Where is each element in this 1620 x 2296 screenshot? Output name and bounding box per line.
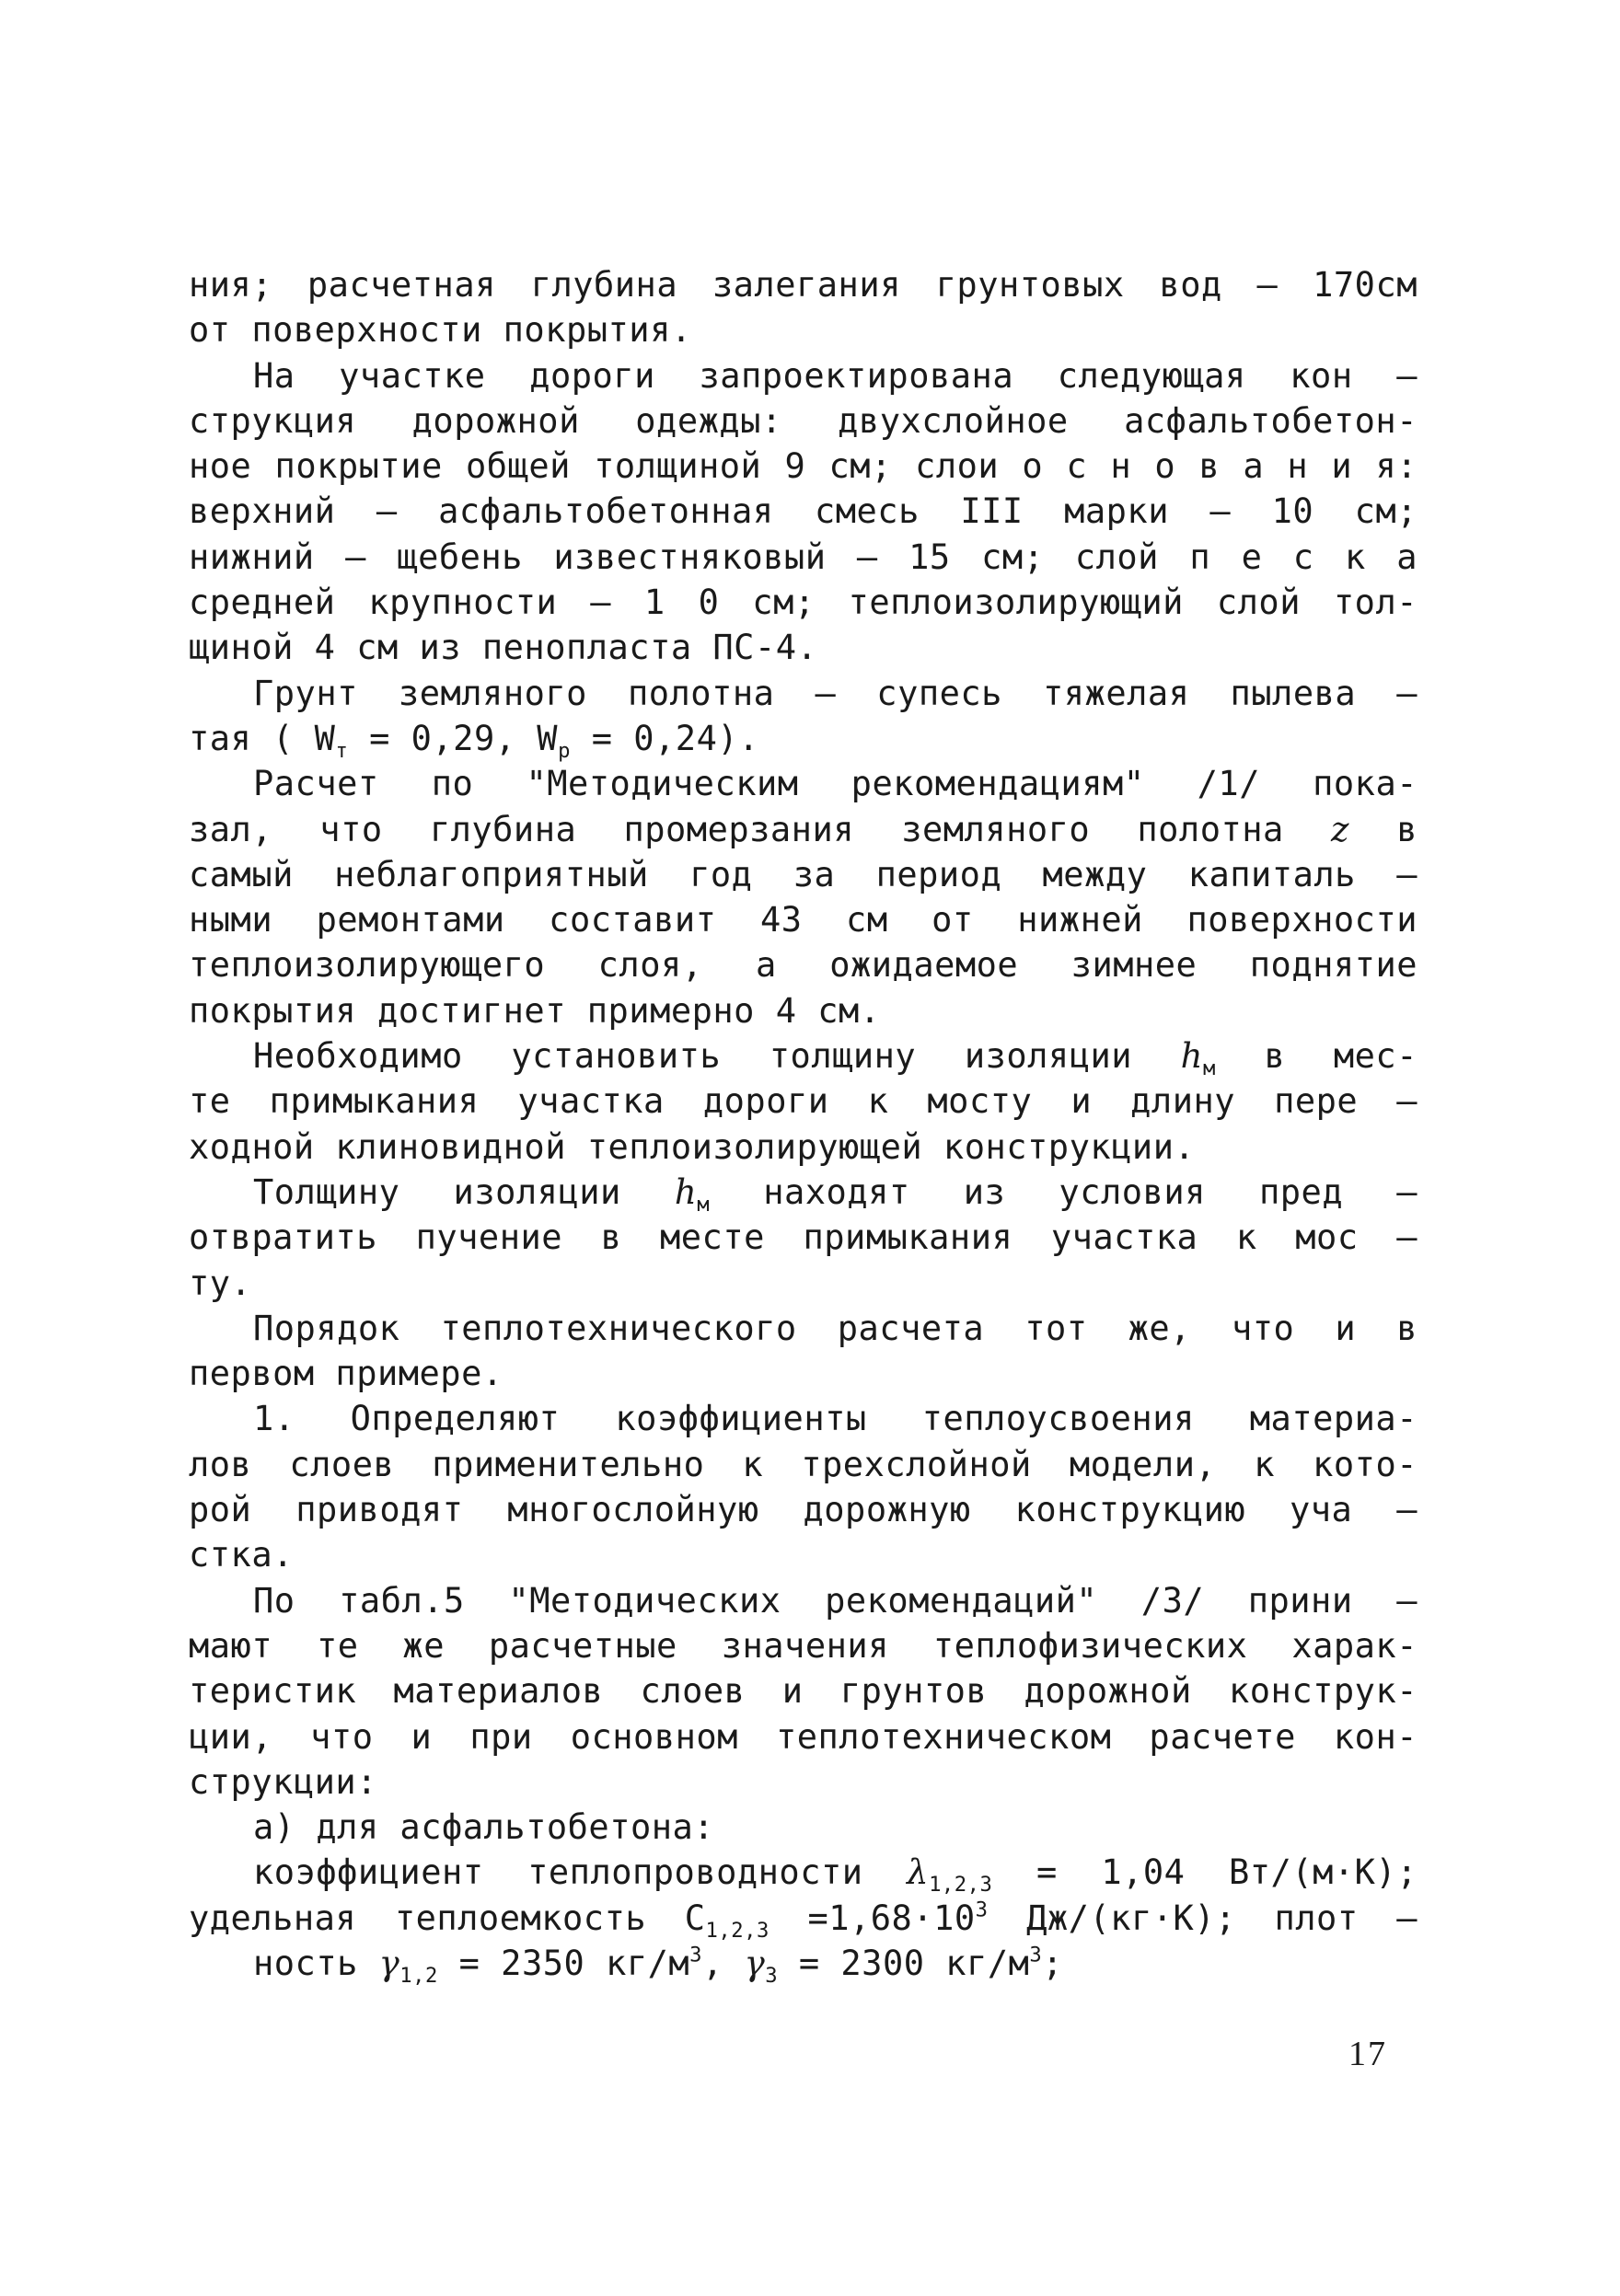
- text-line: Грунт земляного полотна – супесь тяжелая пылева –: [253, 673, 1418, 713]
- text-line: нижний – щебень известняковый – 15 см; слой п е с к а: [189, 537, 1418, 577]
- text-line: теплоизолирующего слоя, а ожидаемое зимнее поднятие: [189, 945, 1418, 986]
- text-line: щиной 4 см из пенопласта ПС-4.: [189, 628, 818, 668]
- text-line: Необходимо установить толщину изоляции $h_м$ в мес-: [253, 1036, 1418, 1080]
- text-line: По табл.5 "Методических рекомендаций" /3/ прини –: [253, 1580, 1418, 1621]
- text-line: самый неблагоприятный год за период между капиталь –: [189, 854, 1418, 894]
- text-line: отвратить пучение в месте примыкания участка к мос –: [189, 1217, 1418, 1258]
- text-line: ное покрытие общей толщиной 9 см; слои о с н о в а н и я:: [189, 446, 1418, 487]
- text-line: лов слоев применительно к трехслойной модели, к кото-: [189, 1444, 1418, 1484]
- text-line: ность $\gamma_{1,2} = 2350$ $кг/м^3$, $\gamma_3 = 2300$ $кг/м^3$;: [253, 1943, 1064, 1988]
- text-line: верхний – асфальтобетонная смесь III марки – 10 см;: [189, 491, 1418, 532]
- text-line: покрытия достигнет примерно 4 см.: [189, 990, 881, 1031]
- text-line: удельная теплоемкость $C_{1,2,3} =1,68\cdot 10^3$ Дж/(кг·К); плот –: [189, 1898, 1418, 1943]
- text-line: тая ( $W_т = 0,29$, $W_р = 0,24$).: [189, 718, 759, 763]
- text-line: мают те же расчетные значения теплофизических харак-: [189, 1625, 1418, 1666]
- text-line: Толщину изоляции $h_м$ находят из условия пред –: [253, 1171, 1418, 1217]
- text-line: те примыкания участка дороги к мосту и длину пере –: [189, 1081, 1418, 1122]
- text-line: первом примере.: [189, 1354, 503, 1394]
- text-line: ходной клиновидной теплоизолирующей конструкции.: [189, 1126, 1196, 1167]
- body-text: [189, 262, 1418, 1986]
- text-line: струкция дорожной одежды: двухслойное асфальтобетон-: [189, 400, 1418, 441]
- text-line: Расчет по "Методическим рекомендациям" /1/ пока-: [253, 764, 1418, 804]
- text-line: ту.: [189, 1263, 252, 1303]
- text-line: зал, что глубина промерзания земляного полотна z в: [189, 809, 1418, 849]
- text-line: ния; расчетная глубина залегания грунтовых вод – 170см: [189, 265, 1418, 305]
- text-line: На участке дороги запроектирована следующая кон –: [253, 355, 1418, 396]
- text-line: ции, что и при основном теплотехническом расчете кон-: [189, 1716, 1418, 1757]
- page-number: 17: [1348, 2035, 1387, 2073]
- text-line: рой приводят многослойную дорожную конструкцию уча –: [189, 1490, 1418, 1530]
- text-line: от поверхности покрытия.: [189, 310, 692, 351]
- text-line: ными ремонтами составит 43 см от нижней поверхности: [189, 900, 1418, 940]
- text-line: 1. Определяют коэффициенты теплоусвоения материа-: [253, 1399, 1418, 1439]
- text-line: а) для асфальтобетона:: [253, 1807, 715, 1848]
- text-line: Порядок теплотехнического расчета тот же, что и в: [253, 1308, 1418, 1348]
- text-line: теристик материалов слоев и грунтов дорожной конструк-: [189, 1671, 1418, 1712]
- text-line: стка.: [189, 1535, 294, 1575]
- text-line: струкции:: [189, 1761, 377, 1802]
- text-line: средней крупности – 1 0 см; теплоизолирующий слой тол-: [189, 583, 1418, 623]
- text-line: коэффициент теплопроводности $\lambda_{1,2,3} = 1,04$ Вт/(м·К);: [253, 1852, 1418, 1898]
